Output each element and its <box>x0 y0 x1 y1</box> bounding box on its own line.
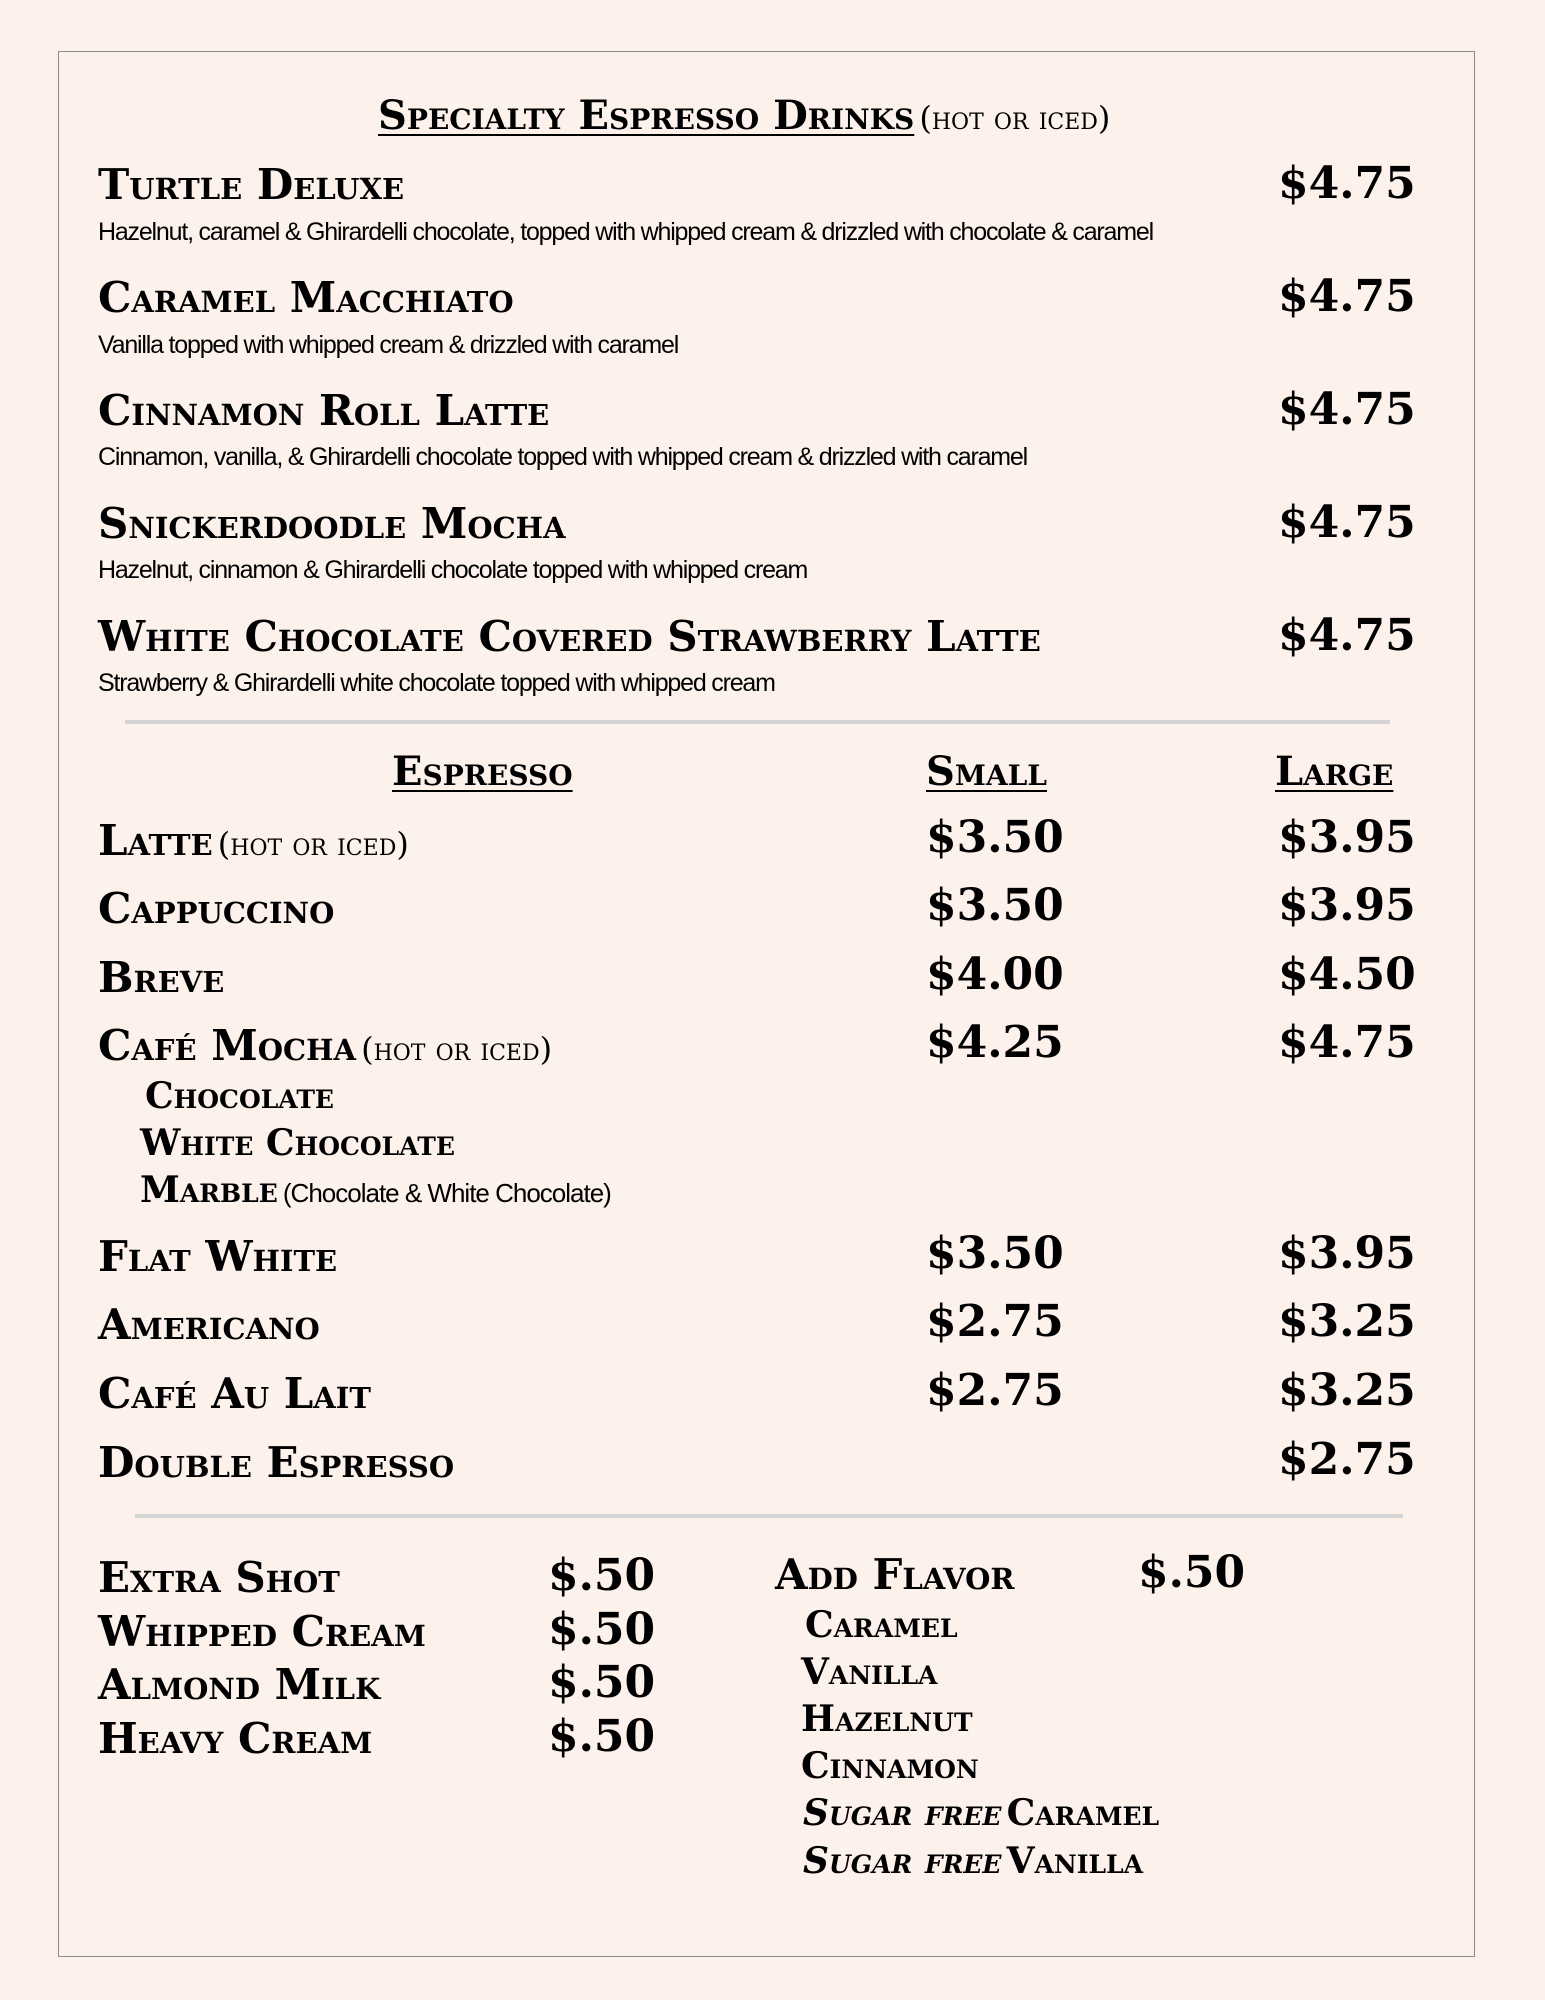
drink-note: (hot or iced) <box>217 825 409 863</box>
drink-name: Cappuccino <box>98 884 335 933</box>
sugar-free-label: Sugar free <box>803 1792 1002 1834</box>
specialty-item-desc: Hazelnut, cinnamon & Ghirardelli chocolate topped with whipped cream <box>98 556 808 584</box>
section-divider <box>125 720 1390 724</box>
extra-price: $.50 <box>548 1550 656 1601</box>
extra-name: Heavy Cream <box>98 1714 373 1763</box>
drink-name: Double Espresso <box>98 1438 455 1487</box>
espresso-row-latte <box>98 816 409 865</box>
specialty-title: Specialty Espresso Drinks <box>378 92 915 139</box>
specialty-item-name: White Chocolate Covered Strawberry Latte <box>98 612 1041 661</box>
sugar-free-label: Sugar free <box>803 1840 1002 1882</box>
drink-name: Café Au Lait <box>98 1369 371 1418</box>
price-large: $2.75 <box>1278 1434 1416 1485</box>
add-flavor-price: $.50 <box>1138 1547 1246 1598</box>
mocha-option: Chocolate <box>145 1075 334 1117</box>
small-header: Small <box>926 748 1047 795</box>
drink-name: Breve <box>98 953 225 1002</box>
price-large: $3.95 <box>1278 1228 1416 1279</box>
specialty-item-name: Cinnamon Roll Latte <box>98 386 550 435</box>
mocha-option: Marble <box>140 1169 278 1211</box>
price-small: $4.25 <box>926 1017 1064 1068</box>
mocha-option-note: (Chocolate & White Chocolate) <box>282 1178 611 1208</box>
drink-name: Café Mocha <box>98 1021 356 1070</box>
price-large: $3.25 <box>1278 1365 1416 1416</box>
flavor-option: Vanilla <box>1006 1840 1144 1882</box>
price-small: $2.75 <box>926 1296 1064 1347</box>
specialty-item-price: $4.75 <box>1278 158 1416 209</box>
specialty-item-name: Caramel Macchiato <box>98 273 514 322</box>
extra-price: $.50 <box>548 1604 656 1655</box>
price-large: $3.25 <box>1278 1296 1416 1347</box>
flavor-option-sf-vanilla <box>803 1840 1143 1882</box>
specialty-note: (hot or iced) <box>919 99 1111 137</box>
specialty-item-desc: Cinnamon, vanilla, & Ghirardelli chocolate topped with whipped cream & drizzled with caramel <box>98 443 1027 471</box>
espresso-title: Espresso <box>392 748 573 795</box>
section-divider <box>135 1514 1403 1518</box>
price-small: $3.50 <box>926 812 1064 863</box>
mocha-option-marble <box>140 1169 611 1211</box>
specialty-item-price: $4.75 <box>1278 271 1416 322</box>
flavor-option: Caramel <box>805 1604 958 1646</box>
price-small: $4.00 <box>926 949 1064 1000</box>
price-large: $3.95 <box>1278 812 1416 863</box>
flavor-option: Hazelnut <box>801 1698 973 1740</box>
specialty-item-price: $4.75 <box>1278 497 1416 548</box>
add-flavor-title: Add Flavor <box>775 1550 1015 1599</box>
drink-name: Latte <box>98 816 213 865</box>
price-large: $3.95 <box>1278 880 1416 931</box>
price-large: $4.50 <box>1278 949 1416 1000</box>
specialty-item-price: $4.75 <box>1278 610 1416 661</box>
drink-name: Americano <box>98 1300 320 1349</box>
large-header: Large <box>1275 748 1394 795</box>
espresso-row-mocha <box>98 1021 552 1070</box>
extra-name: Whipped Cream <box>98 1607 426 1656</box>
specialty-item-desc: Vanilla topped with whipped cream & drizzled with caramel <box>98 331 679 359</box>
flavor-option: Vanilla <box>801 1651 938 1693</box>
flavor-option: Caramel <box>1006 1792 1160 1834</box>
drink-name: Flat White <box>98 1232 338 1281</box>
specialty-item-desc: Hazelnut, caramel & Ghirardelli chocolate, topped with whipped cream & drizzled with chocolate & caramel <box>98 218 1153 246</box>
specialty-item-name: Snickerdoodle Mocha <box>98 499 566 548</box>
specialty-item-name: Turtle Deluxe <box>98 160 405 209</box>
extra-name: Extra Shot <box>98 1553 340 1602</box>
price-small: $2.75 <box>926 1365 1064 1416</box>
specialty-item-price: $4.75 <box>1278 384 1416 435</box>
flavor-option: Cinnamon <box>801 1745 979 1787</box>
specialty-header <box>378 92 1110 139</box>
extra-name: Almond Milk <box>98 1660 381 1709</box>
flavor-option-sf-caramel <box>803 1792 1159 1834</box>
price-large: $4.75 <box>1278 1017 1416 1068</box>
price-small: $3.50 <box>926 880 1064 931</box>
extra-price: $.50 <box>548 1711 656 1762</box>
extra-price: $.50 <box>548 1657 656 1708</box>
mocha-option: White Chocolate <box>140 1122 455 1164</box>
price-small: $3.50 <box>926 1228 1064 1279</box>
drink-note: (hot or iced) <box>361 1030 553 1068</box>
specialty-item-desc: Strawberry & Ghirardelli white chocolate topped with whipped cream <box>98 669 775 697</box>
